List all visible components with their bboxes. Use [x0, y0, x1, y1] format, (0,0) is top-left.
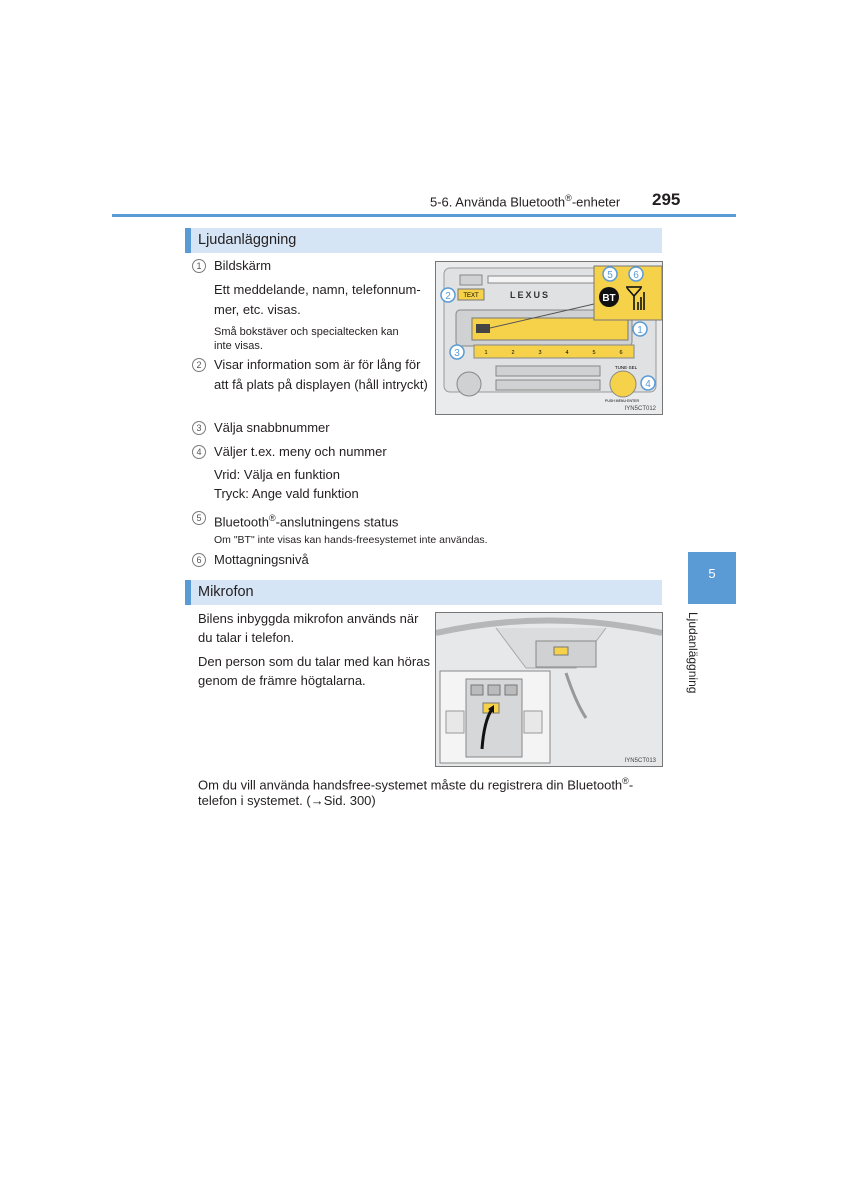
chapter-tab[interactable]: 5 — [688, 552, 736, 604]
audio-unit-figure — [435, 261, 663, 415]
paragraph: Bilens inbyggda mikrofon används när — [198, 611, 419, 626]
item-label-cont: att få plats på displayen (håll intryckt) — [214, 377, 428, 392]
item-description: Ett meddelande, namn, telefonnum- — [214, 282, 421, 297]
item-label: Välja snabbnummer — [214, 420, 330, 435]
callout-4: 4 — [645, 379, 651, 390]
item-note: Små bokstäver och specialtecken kan — [214, 326, 399, 338]
callout-5: 5 — [607, 270, 613, 281]
item-label: Mottagningsnivå — [214, 552, 309, 567]
text-button-label: TEXT — [463, 293, 479, 299]
paragraph: Om du vill använda handsfree-systemet måste du registrera din Bluetooth®- — [198, 776, 634, 793]
item-description: Tryck: Ange vald funktion — [214, 486, 359, 501]
bt-badge-text: BT — [602, 293, 616, 304]
paragraph: genom de främre högtalarna. — [198, 673, 366, 688]
page-number: 295 — [652, 190, 681, 209]
figure-code: IYN5CT013 — [624, 758, 656, 764]
push-label: PUSH MENU·ENTER — [604, 399, 640, 403]
item-label: Väljer t.ex. meny och nummer — [214, 444, 387, 459]
callout-number: 3 — [192, 421, 206, 435]
callout-2: 2 — [445, 291, 451, 302]
callout-number: 5 — [192, 511, 206, 525]
callout-6: 6 — [633, 270, 639, 281]
callout-number: 6 — [192, 553, 206, 567]
chapter-side-label: Ljudanläggning — [686, 612, 700, 694]
callout-number: 2 — [192, 358, 206, 372]
section-heading-microphone: Mikrofon — [185, 580, 662, 605]
callout-3: 3 — [454, 348, 460, 359]
callout-number: 1 — [192, 259, 206, 273]
preset-3-label: 3 — [538, 350, 542, 356]
preset-2-label: 2 — [511, 350, 515, 356]
callout-1: 1 — [637, 325, 643, 336]
item-note: Om "BT" inte visas kan hands-freesystemet inte användas. — [214, 534, 488, 546]
brand-logo-text: LEXUS — [509, 290, 551, 300]
paragraph: du talar i telefon. — [198, 630, 295, 645]
item-label: Bluetooth®-anslutningens status — [214, 513, 399, 530]
overhead-console-illustration — [436, 613, 662, 766]
item-description: Vrid: Välja en funktion — [214, 467, 340, 482]
audio-unit-illustration — [436, 262, 662, 414]
preset-4-label: 4 — [565, 350, 569, 356]
running-header: 5-6. Använda Bluetooth®-enheter — [430, 193, 621, 210]
header-rule — [112, 214, 736, 217]
figure-code: IYN5CT012 — [624, 406, 656, 412]
callout-number: 4 — [192, 445, 206, 459]
section-heading-audio: Ljudanläggning — [185, 228, 662, 253]
item-label: Visar information som är för lång för — [214, 357, 421, 372]
preset-5-label: 5 — [592, 350, 596, 356]
preset-6-label: 6 — [619, 350, 623, 356]
item-note: inte visas. — [214, 340, 263, 352]
tune-knob-label: TUNE·SEL — [614, 365, 638, 370]
item-label: Bildskärm — [214, 258, 272, 273]
microphone-figure — [435, 612, 663, 767]
preset-1-label: 1 — [484, 350, 488, 356]
paragraph: Den person som du talar med kan höras — [198, 654, 430, 669]
paragraph-page-reference[interactable]: telefon i systemet. (→Sid. 300) — [198, 793, 376, 808]
item-description: mer, etc. visas. — [214, 302, 301, 317]
